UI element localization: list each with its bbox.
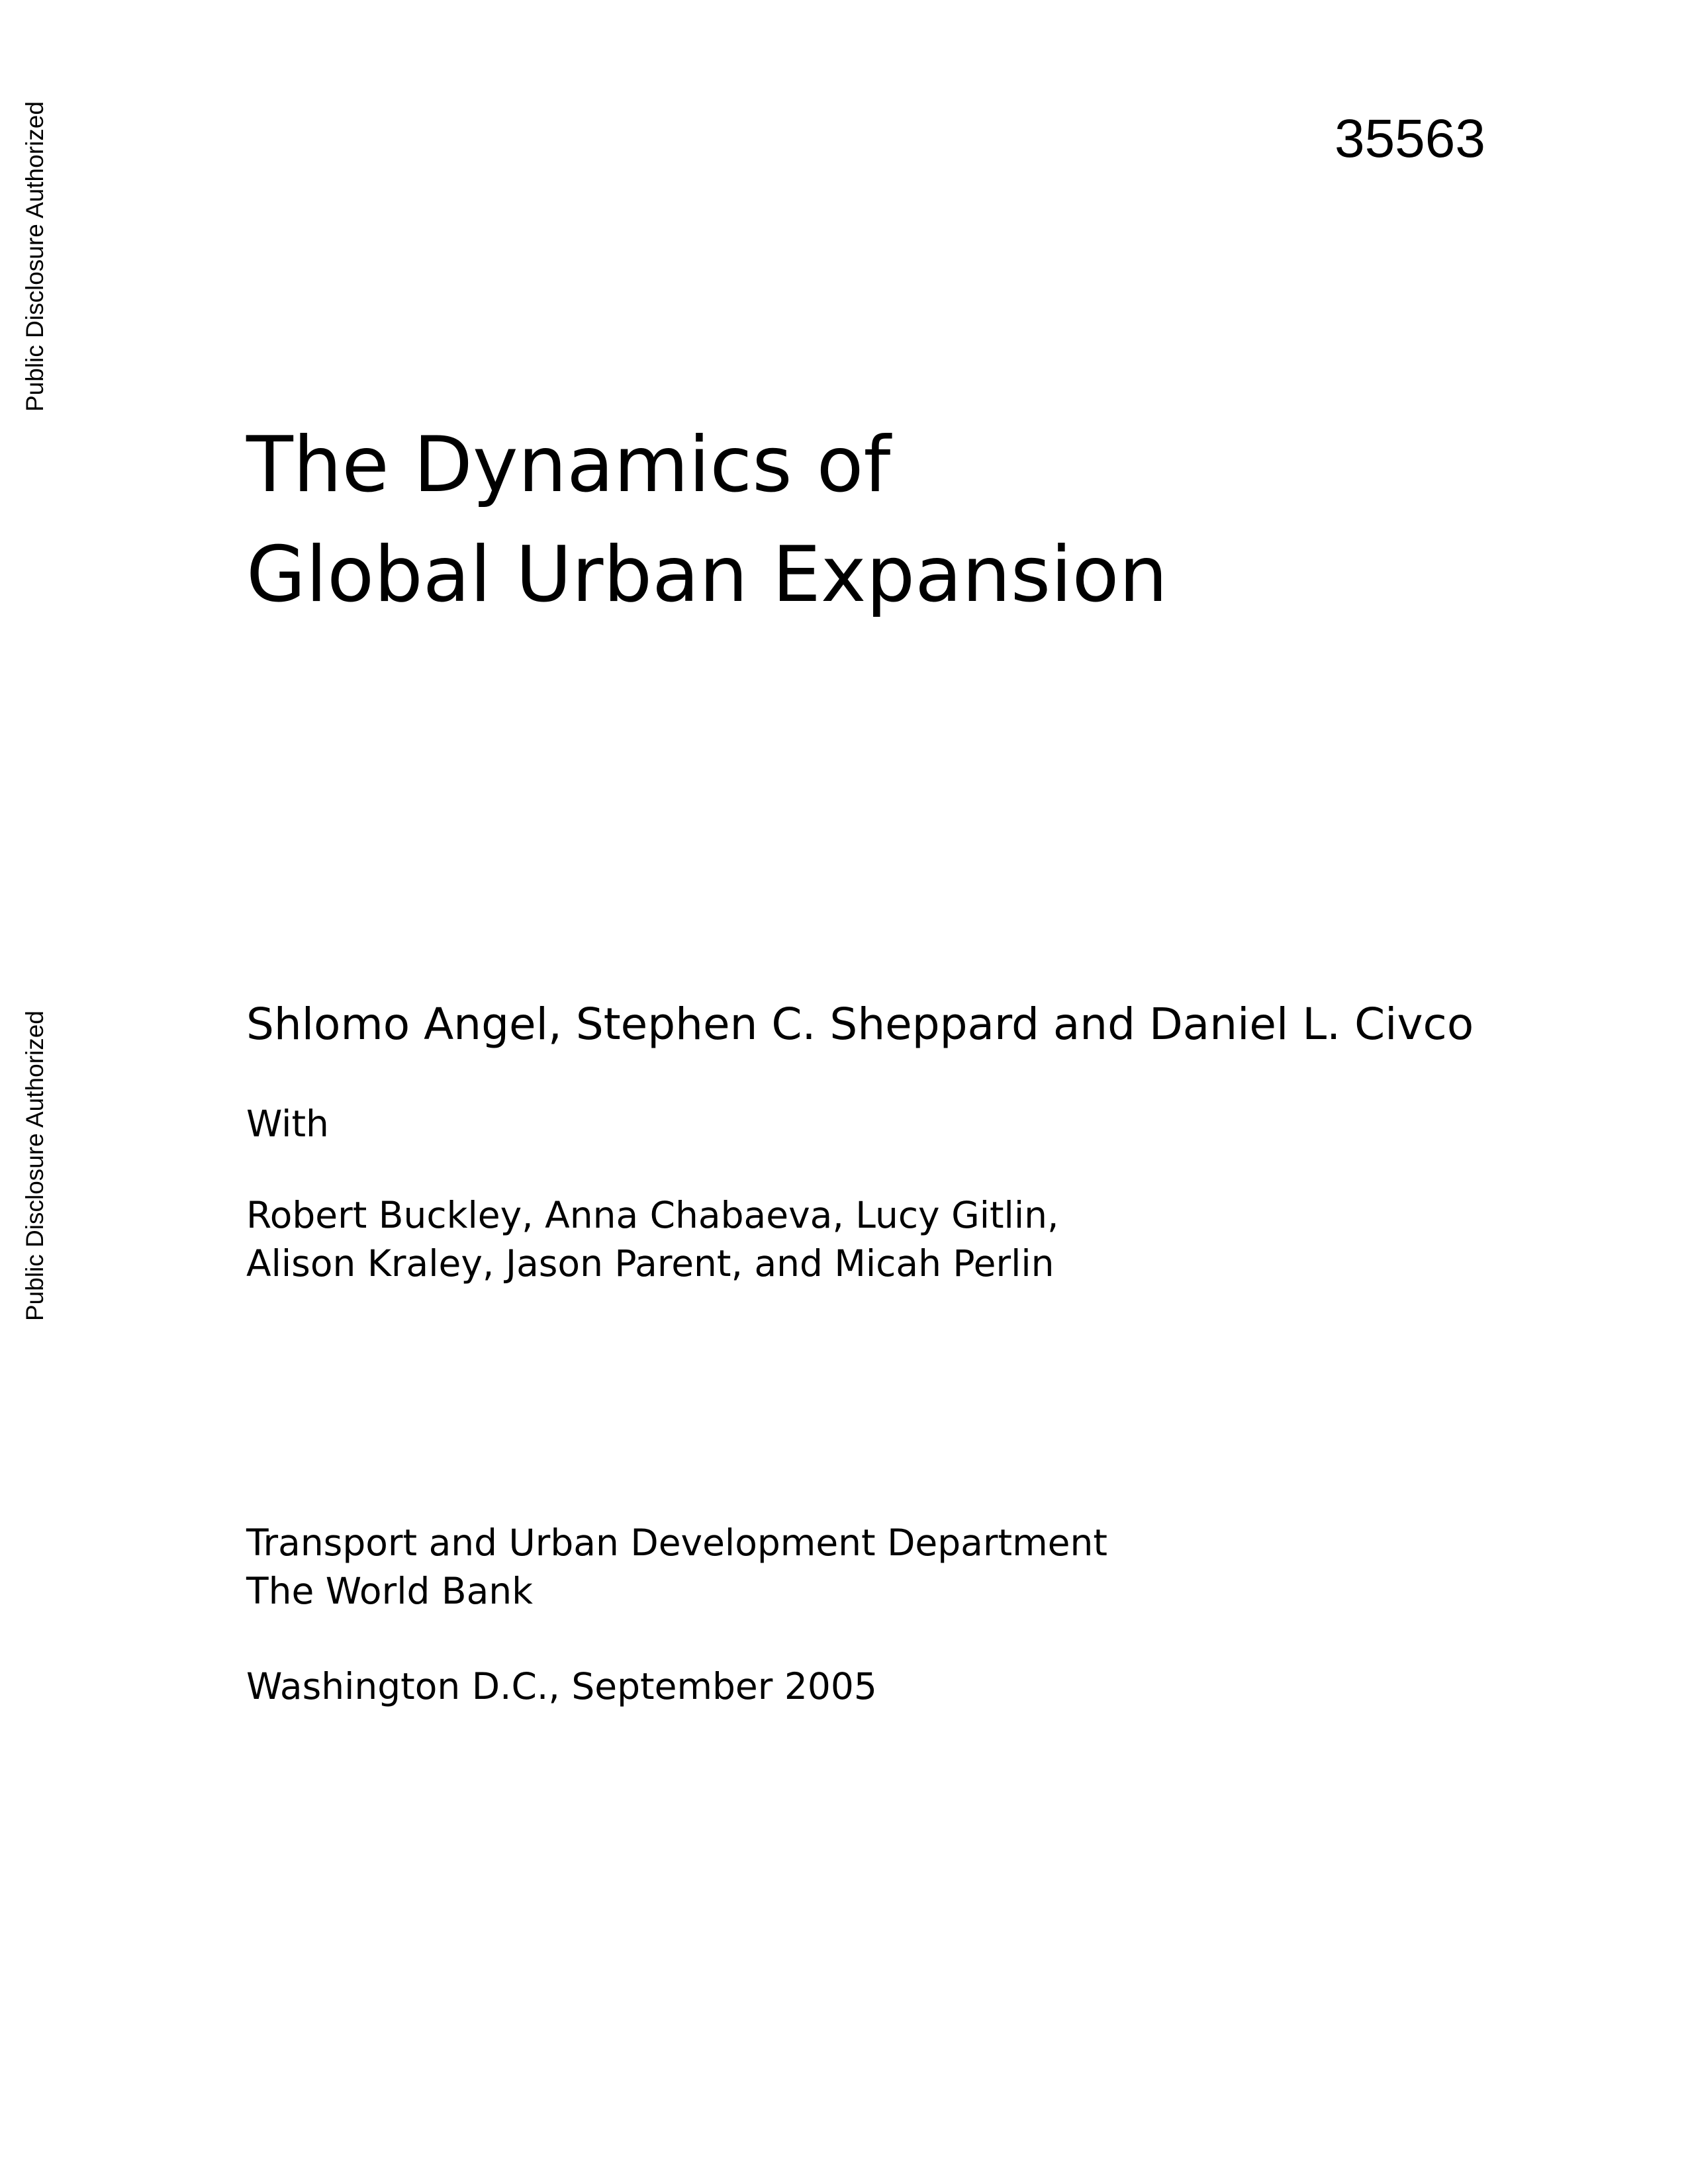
report-number: 35563: [1334, 109, 1485, 169]
disclosure-stamp-top: Public Disclosure Authorized: [21, 101, 48, 412]
organization-name: The World Bank: [246, 1570, 534, 1612]
institution-block: [246, 1519, 1544, 1615]
with-label: With: [246, 1103, 329, 1145]
disclosure-stamp-middle: Public Disclosure Authorized: [21, 1011, 48, 1321]
title-line-1: The Dynamics of: [246, 420, 891, 510]
title-line-2: Global Urban Expansion: [246, 530, 1168, 619]
document-title: [246, 410, 1544, 630]
contributors-line-1: Robert Buckley, Anna Chabaeva, Lucy Gitlin,: [246, 1194, 1059, 1236]
department-name: Transport and Urban Development Department: [246, 1522, 1107, 1564]
contributing-authors: [246, 1191, 1544, 1288]
place-and-date: Washington D.C., September 2005: [246, 1665, 877, 1707]
contributors-line-2: Alison Kraley, Jason Parent, and Micah Perlin: [246, 1242, 1055, 1285]
primary-authors: Shlomo Angel, Stephen C. Sheppard and Daniel L. Civco: [246, 999, 1474, 1050]
